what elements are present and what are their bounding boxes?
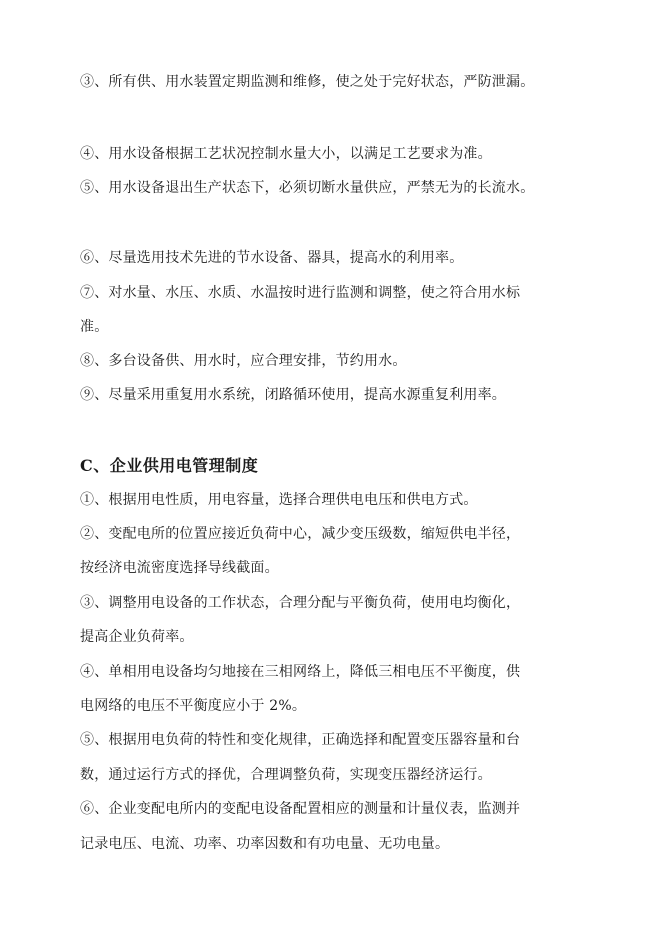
power-item-3-line-2: 提高企业负荷率。 bbox=[80, 629, 194, 645]
power-item-4-line-2: 电网络的电压不平衡度应小于 2%。 bbox=[80, 698, 307, 714]
power-item-2-line-1: ②、变配电所的位置应接近负荷中心，减少变压级数，缩短供电半径， bbox=[80, 526, 521, 542]
power-item-5-line-1: ⑤、根据用电负荷的特性和变化规律，正确选择和配置变压器容量和台 bbox=[80, 732, 521, 748]
power-item-2-line-2: 按经济电流密度选择导线截面。 bbox=[80, 560, 279, 576]
power-item-1: ①、根据用电性质，用电容量，选择合理供电电压和供电方式。 bbox=[80, 492, 478, 508]
water-item-6: ⑥、尽量选用技术先进的节水设备、器具，提高水的利用率。 bbox=[80, 250, 464, 266]
power-item-3-line-1: ③、调整用电设备的工作状态，合理分配与平衡负荷，使用电均衡化， bbox=[80, 595, 521, 611]
water-item-3: ③、所有供、用水装置定期监测和维修，使之处于完好状态，严防泄漏。 bbox=[80, 74, 535, 90]
power-item-4-line-1: ④、单相用电设备均匀地接在三相网络上，降低三相电压不平衡度，供 bbox=[80, 664, 521, 680]
power-item-5-line-2: 数，通过运行方式的择优，合理调整负荷，实现变压器经济运行。 bbox=[80, 767, 492, 783]
water-item-7-line-2: 准。 bbox=[80, 319, 109, 335]
water-item-9: ⑨、尽量采用重复用水系统，闭路循环使用，提高水源重复利用率。 bbox=[80, 387, 506, 403]
water-item-5: ⑤、用水设备退出生产状态下，必须切断水量供应，严禁无为的长流水。 bbox=[80, 180, 535, 196]
power-item-6-line-2: 记录电压、电流、功率、功率因数和有功电量、无功电量。 bbox=[80, 836, 450, 852]
power-section-heading: C、企业供用电管理制度 bbox=[80, 456, 259, 475]
water-item-8: ⑧、多台设备供、用水时，应合理安排，节约用水。 bbox=[80, 353, 407, 369]
water-item-4: ④、用水设备根据工艺状况控制水量大小，以满足工艺要求为准。 bbox=[80, 146, 492, 162]
water-item-7-line-1: ⑦、对水量、水压、水质、水温按时进行监测和调整，使之符合用水标 bbox=[80, 285, 521, 301]
power-item-6-line-1: ⑥、企业变配电所内的变配电设备配置相应的测量和计量仪表，监测并 bbox=[80, 801, 521, 817]
